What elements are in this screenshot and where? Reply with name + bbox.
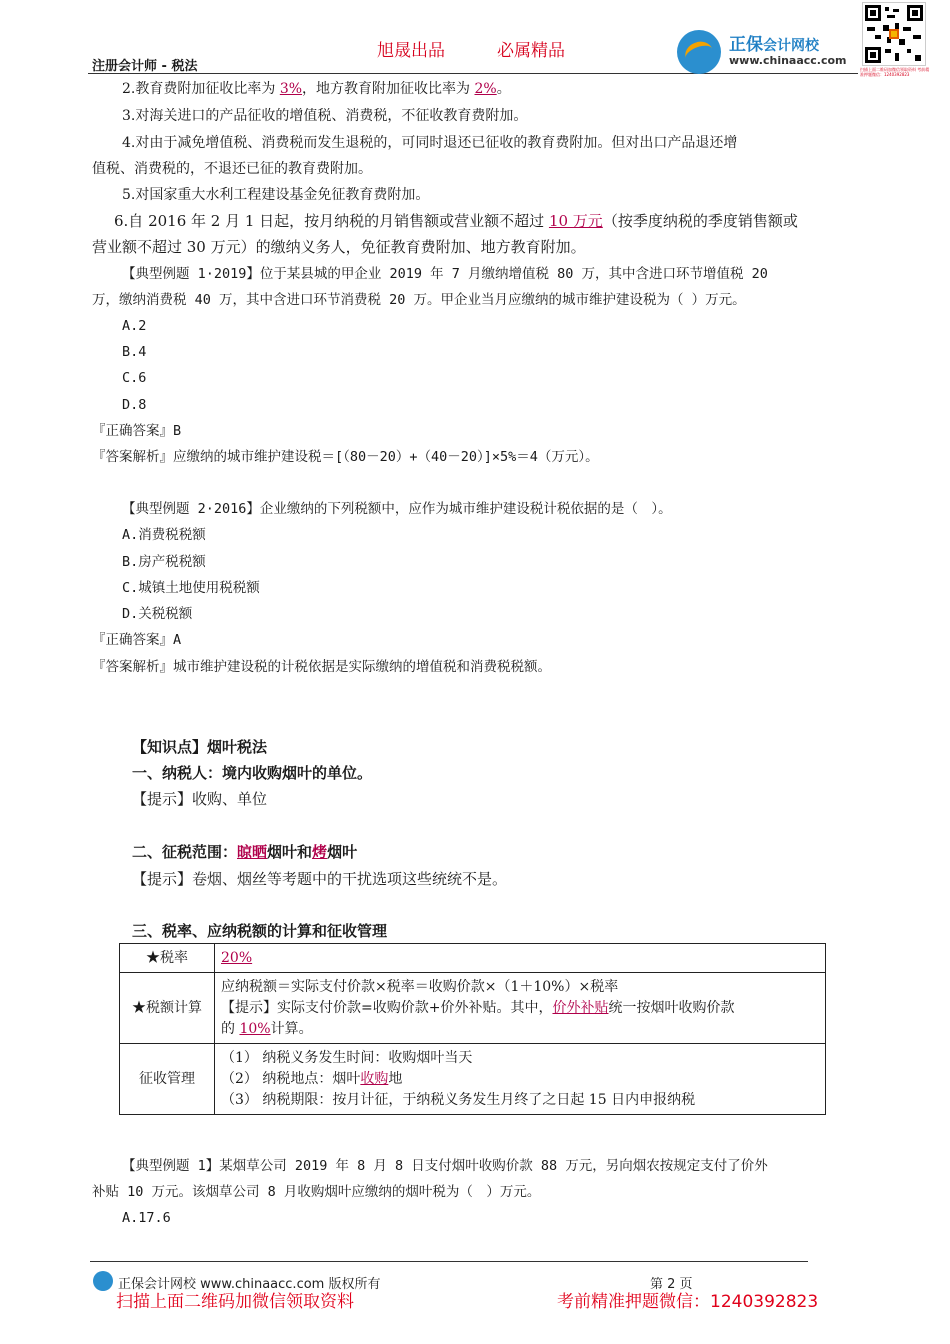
example-1-answer: 『正确答案』B xyxy=(92,423,182,439)
footer-logo-icon xyxy=(93,1271,113,1291)
example-3-stem-b: 补贴 10 万元。该烟草公司 8 月收购烟叶应缴纳的烟叶税为（ ）万元。 xyxy=(92,1184,541,1200)
knowledge-point-title: 【知识点】烟叶税法 xyxy=(132,738,268,756)
example-2-option-c: C.城镇土地使用税税额 xyxy=(122,580,260,596)
section-2-heading: 二、征税范围：晾晒烟叶和烤烟叶 xyxy=(132,843,358,861)
promo-left: 扫描上面二维码加微信领取资料 xyxy=(116,1292,354,1312)
example-2-option-d: D.关税税额 xyxy=(122,606,193,622)
header-slogan-2: 必属精品 xyxy=(497,41,565,61)
table-row xyxy=(120,944,826,973)
logo-mark-icon xyxy=(677,30,721,74)
table-row xyxy=(120,973,826,1044)
example-3-option-a: A.17.6 xyxy=(122,1210,171,1226)
para-4b: 值税、消费税的，不退还已征的教育费附加。 xyxy=(92,161,372,177)
header-slogan-1: 旭晟出品 xyxy=(377,41,445,61)
example-1-option-a: A.2 xyxy=(122,318,147,334)
table-key-rate: ★税率 xyxy=(120,944,215,973)
footer-copyright: 正保会计网校 www.chinaacc.com 版权所有 xyxy=(118,1277,381,1292)
example-3-stem-a: 【典型例题 1】某烟草公司 2019 年 8 月 8 日支付烟叶收购价款 88 万元，另向烟农按规定支付了价外 xyxy=(122,1158,768,1174)
example-1-stem-b: 万，缴纳消费税 40 万，其中含进口环节消费税 20 万。甲企业当月应缴纳的城市维护建设税为（ ）万元。 xyxy=(92,292,746,308)
table-key-administration: 征收管理 xyxy=(120,1044,215,1115)
section-1-heading: 一、纳税人：境内收购烟叶的单位。 xyxy=(132,764,373,782)
qr-caption: 扫描上面二维码加微信领取资料 考前精准押题微信：1240392823 xyxy=(860,67,930,77)
section-3-heading: 三、税率、应纳税额的计算和征收管理 xyxy=(132,922,388,940)
example-2-option-b: B.房产税税额 xyxy=(122,554,206,570)
section-1-tip: 【提示】收购、单位 xyxy=(132,790,268,808)
example-2-explanation: 『答案解析』城市维护建设税的计税依据是实际缴纳的增值税和消费税税额。 xyxy=(92,659,551,675)
example-1-stem-a: 【典型例题 1·2019】位于某县城的甲企业 2019 年 7 月缴纳增值税 80 万，其中含进口环节增值税 20 xyxy=(122,266,768,282)
example-1-option-b: B.4 xyxy=(122,344,147,360)
para-6a: 6.自 2016 年 2 月 1 日起，按月纳税的月销售额或营业额不超过 10 万元（按季度纳税的季度销售额或 xyxy=(114,212,798,230)
table-row xyxy=(120,1044,826,1115)
para-2: 2.教育费附加征收比率为 3%，地方教育附加征收比率为 2%。 xyxy=(122,81,511,97)
example-1-option-d: D.8 xyxy=(122,397,147,413)
para-5: 5.对国家重大水利工程建设基金免征教育费附加。 xyxy=(122,187,430,203)
table-value-calculation: 应纳税额＝实际支付价款×税率＝收购价款×（1＋10%）×税率 【提示】实际支付价款=收购价款+价外补贴。其中，价外补贴统一按烟叶收购价款 的 10%计算。 xyxy=(215,973,826,1044)
example-2-answer: 『正确答案』A xyxy=(92,632,182,648)
table-key-calculation: ★税额计算 xyxy=(120,973,215,1044)
section-2-tip: 【提示】卷烟、烟丝等考题中的干扰选项这些统统不是。 xyxy=(132,870,508,888)
example-1-option-c: C.6 xyxy=(122,370,147,386)
para-4a: 4.对由于减免增值税、消费税而发生退税的，可同时退还已征收的教育费附加。但对出口产品退还增 xyxy=(122,135,738,151)
example-2-option-a: A.消费税税额 xyxy=(122,527,206,543)
chinaacc-logo xyxy=(677,30,852,74)
logo-brand: 正保会计网校 xyxy=(729,35,819,55)
tobacco-tax-table xyxy=(119,943,826,1115)
logo-url: www.chinaacc.com xyxy=(729,54,847,67)
para-3: 3.对海关进口的产品征收的增值税、消费税，不征收教育费附加。 xyxy=(122,108,528,124)
table-value-rate: 20% xyxy=(215,944,826,973)
qr-code-icon xyxy=(862,2,926,66)
para-6b: 营业额不超过 30 万元）的缴纳义务人，免征教育费附加、地方教育附加。 xyxy=(92,238,586,256)
promo-right: 考前精准押题微信：1240392823 xyxy=(557,1292,819,1312)
example-2-stem: 【典型例题 2·2016】企业缴纳的下列税额中，应作为城市维护建设税计税依据的是（ ）。 xyxy=(122,501,672,517)
header-course-title: 注册会计师 - 税法 xyxy=(92,59,198,74)
table-value-administration: （1） 纳税义务发生时间：收购烟叶当天 （2） 纳税地点：烟叶收购地 （3） 纳税期限：按月计征，于纳税义务发生月终了之日起 15 日内申报纳税 xyxy=(215,1044,826,1115)
example-1-explanation: 『答案解析』应缴纳的城市维护建设税＝[（80－20）+（40－20）]×5%＝4（万元）。 xyxy=(92,449,599,465)
footer-divider xyxy=(90,1261,808,1262)
footer-page-number: 第 2 页 xyxy=(650,1277,693,1292)
